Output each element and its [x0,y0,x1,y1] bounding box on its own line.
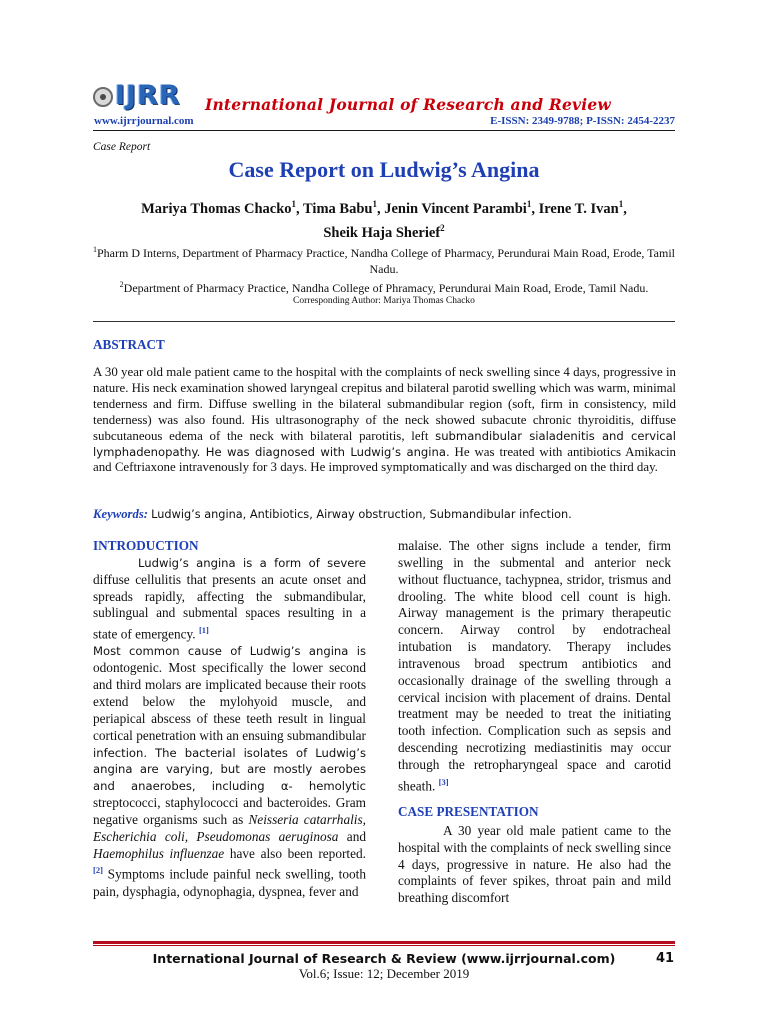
text-run: odontogenic. Most specifically the lower second and third molars are implicated because their roots extend below the mylohyoid muscle, and periapical abscess of these teeth result in lingual cortical penetration with an ensuing submandibular [93,660,366,743]
keywords-text: Ludwig’s angina, Antibiotics, Airway obstruction, Submandibular infection. [151,508,572,521]
author-affiliation-mark: 1 [618,199,624,209]
abstract-part: A 30 year old male patient came to the hospital with the complaints of neck swelling since 4 days, progressive in nature. His neck examination showed laryngeal crepitus and bilateral parotid swelling which was warm, minimal tenderness and firm. Diffuse swelling in the bilateral submandibular region (soft, firm in consistency, mild tenderness) was also found. His ultrasonography of the neck showed subacute chronic thyroiditis, diffuse subcutaneous edema of the neck with bilateral parotitis, left [93,365,676,443]
title-divider [93,321,675,322]
corresponding-author: Corresponding Author: Mariya Thomas Chacko [293,296,475,306]
introduction-paragraph [93,555,366,644]
journal-url-link[interactable]: www.ijrrjournal.com [94,115,194,127]
seal-icon [93,87,113,107]
footer-divider-thin [93,945,675,946]
footer-divider [93,941,675,944]
article-title: Case Report on Ludwig’s Angina [228,157,540,182]
affiliation-item [93,242,675,277]
text-run: and [338,828,366,844]
affiliation-number: 2 [119,280,124,289]
introduction-heading: INTRODUCTION [93,538,199,553]
author-name: Jenin Vincent Parambi [384,200,527,217]
page-number: 41 [656,951,675,966]
case-presentation-paragraph: A 30 year old male patient came to the hospital with the complaints of neck swelling since 4 days, progressive in nature. He also had the complaints of fever spikes, throat pain and mild breathing discomfort [398,822,671,906]
text-run: streptococci, staphylococci and bacteroides. Gram negative organisms such as [93,795,366,827]
author-affiliation-mark: 1 [372,199,377,209]
citation-ref-link[interactable]: [2] [93,865,103,876]
text-run: Symptoms include painful neck swelling, tooth pain, dysphagia, odynophagia, dyspnea, fever and [93,866,366,899]
organism-names: Haemophilus influenzae [93,845,225,861]
keywords-label: Keywords: [93,507,148,521]
author-affiliation-mark: 1 [526,199,532,209]
footer-journal-name: International Journal of Research & Review (www.ijrrjournal.com) [152,951,616,966]
keywords [93,506,676,523]
author-affiliation-mark: 2 [440,222,445,233]
footer-issue-info: Vol.6; Issue: 12; December 2019 [298,966,470,981]
affiliation-number: 1 [93,245,97,254]
author-name: Irene T. Ivan [538,200,619,217]
author-name: Tima Babu [303,200,373,217]
body-column-left [93,538,366,901]
author-name: Sheik Haja Sherief [323,224,441,241]
case-presentation-heading: CASE PRESENTATION [398,804,539,820]
logo-text: IJRR [115,80,181,111]
text-run: Most common cause of Ludwig’s angina is [93,644,366,659]
issn-info: E-ISSN: 2349-9788; P-ISSN: 2454-2237 [490,115,675,127]
text-run: malaise. The other signs include a tender, firm swelling in the submental and anterior neck without fluctuance, tachypnea, stridor, trismus and drooling. The white blood cell count is high. Airway management is the primary therapeutic concern. Airway control by endotracheal intubation is mandatory. Therapy includes intravenous broad spectrum antibiotics and occasionally drainage of the swelling through a cervical incision with placement of drains. Dental treatment may be needed to treat the initiating tooth infection. Complication such as sepsis and descending necrotizing mediastinitis may occur through the retropharyngeal space and carotid sheath. [398,538,671,794]
citation-ref-link[interactable]: [3] [438,776,449,787]
text-run: Ludwig’s angina is a form of severe [138,555,366,570]
affiliation-item [93,277,675,297]
abstract-heading: ABSTRACT [93,337,165,352]
introduction-paragraph [398,538,671,795]
citation-ref-link[interactable]: [1] [198,625,209,636]
article-type: Case Report [93,141,151,153]
body-column-right [398,538,671,907]
abstract-part: He was treated with antibiotics Amikacin and Ceftriaxone intravenously for 3 days. He improved symptomatically and was discharged on the third day. [93,444,676,475]
author-list: Mariya Thomas Chacko$^1$, Tima Babu$^1$, Jenin Vincent Parambi$^1$, Irene T. Ivan$^1$, Sheik Haja Sherief$^2$ [141,199,627,241]
text-run: diffuse cellulitis that presents an acute onset and spreads rapidly, affecting the submandibular, sublingual and submental spaces resulting in a state of emergency. [93,571,366,642]
journal-name: International Journal of Research and Review [205,95,611,114]
header-divider [93,130,675,131]
text-run: infection. The bacterial isolates of Ludwig’s angina are varying, but are mostly aerobes and anaerobes, including α- hemolytic [93,745,366,794]
affiliation-text: Department of Pharmacy Practice, Nandha College of Phramacy, Perundurai Main Road, Erode, Tamil Nadu. [123,281,649,295]
author-name: Mariya Thomas Chacko [141,200,292,217]
organism-names: Neisseria catarrhalis, Escherichia coli, Pseudomonas aeruginosa [93,811,366,844]
abstract-part: submandibular sialadenitis and cervical lymphadenopathy. He was diagnosed with Ludwig’s angina. [93,428,676,459]
introduction-paragraph [93,643,366,900]
author-affiliation-mark: 1 [291,199,297,209]
text-run: have also been reported. [224,845,366,861]
affiliations [93,242,675,297]
abstract-text [93,365,676,476]
affiliation-text: Pharm D Interns, Department of Pharmacy Practice, Nandha College of Pharmacy, Perundurai Main Road, Erode, Tamil Nadu. [97,246,675,276]
